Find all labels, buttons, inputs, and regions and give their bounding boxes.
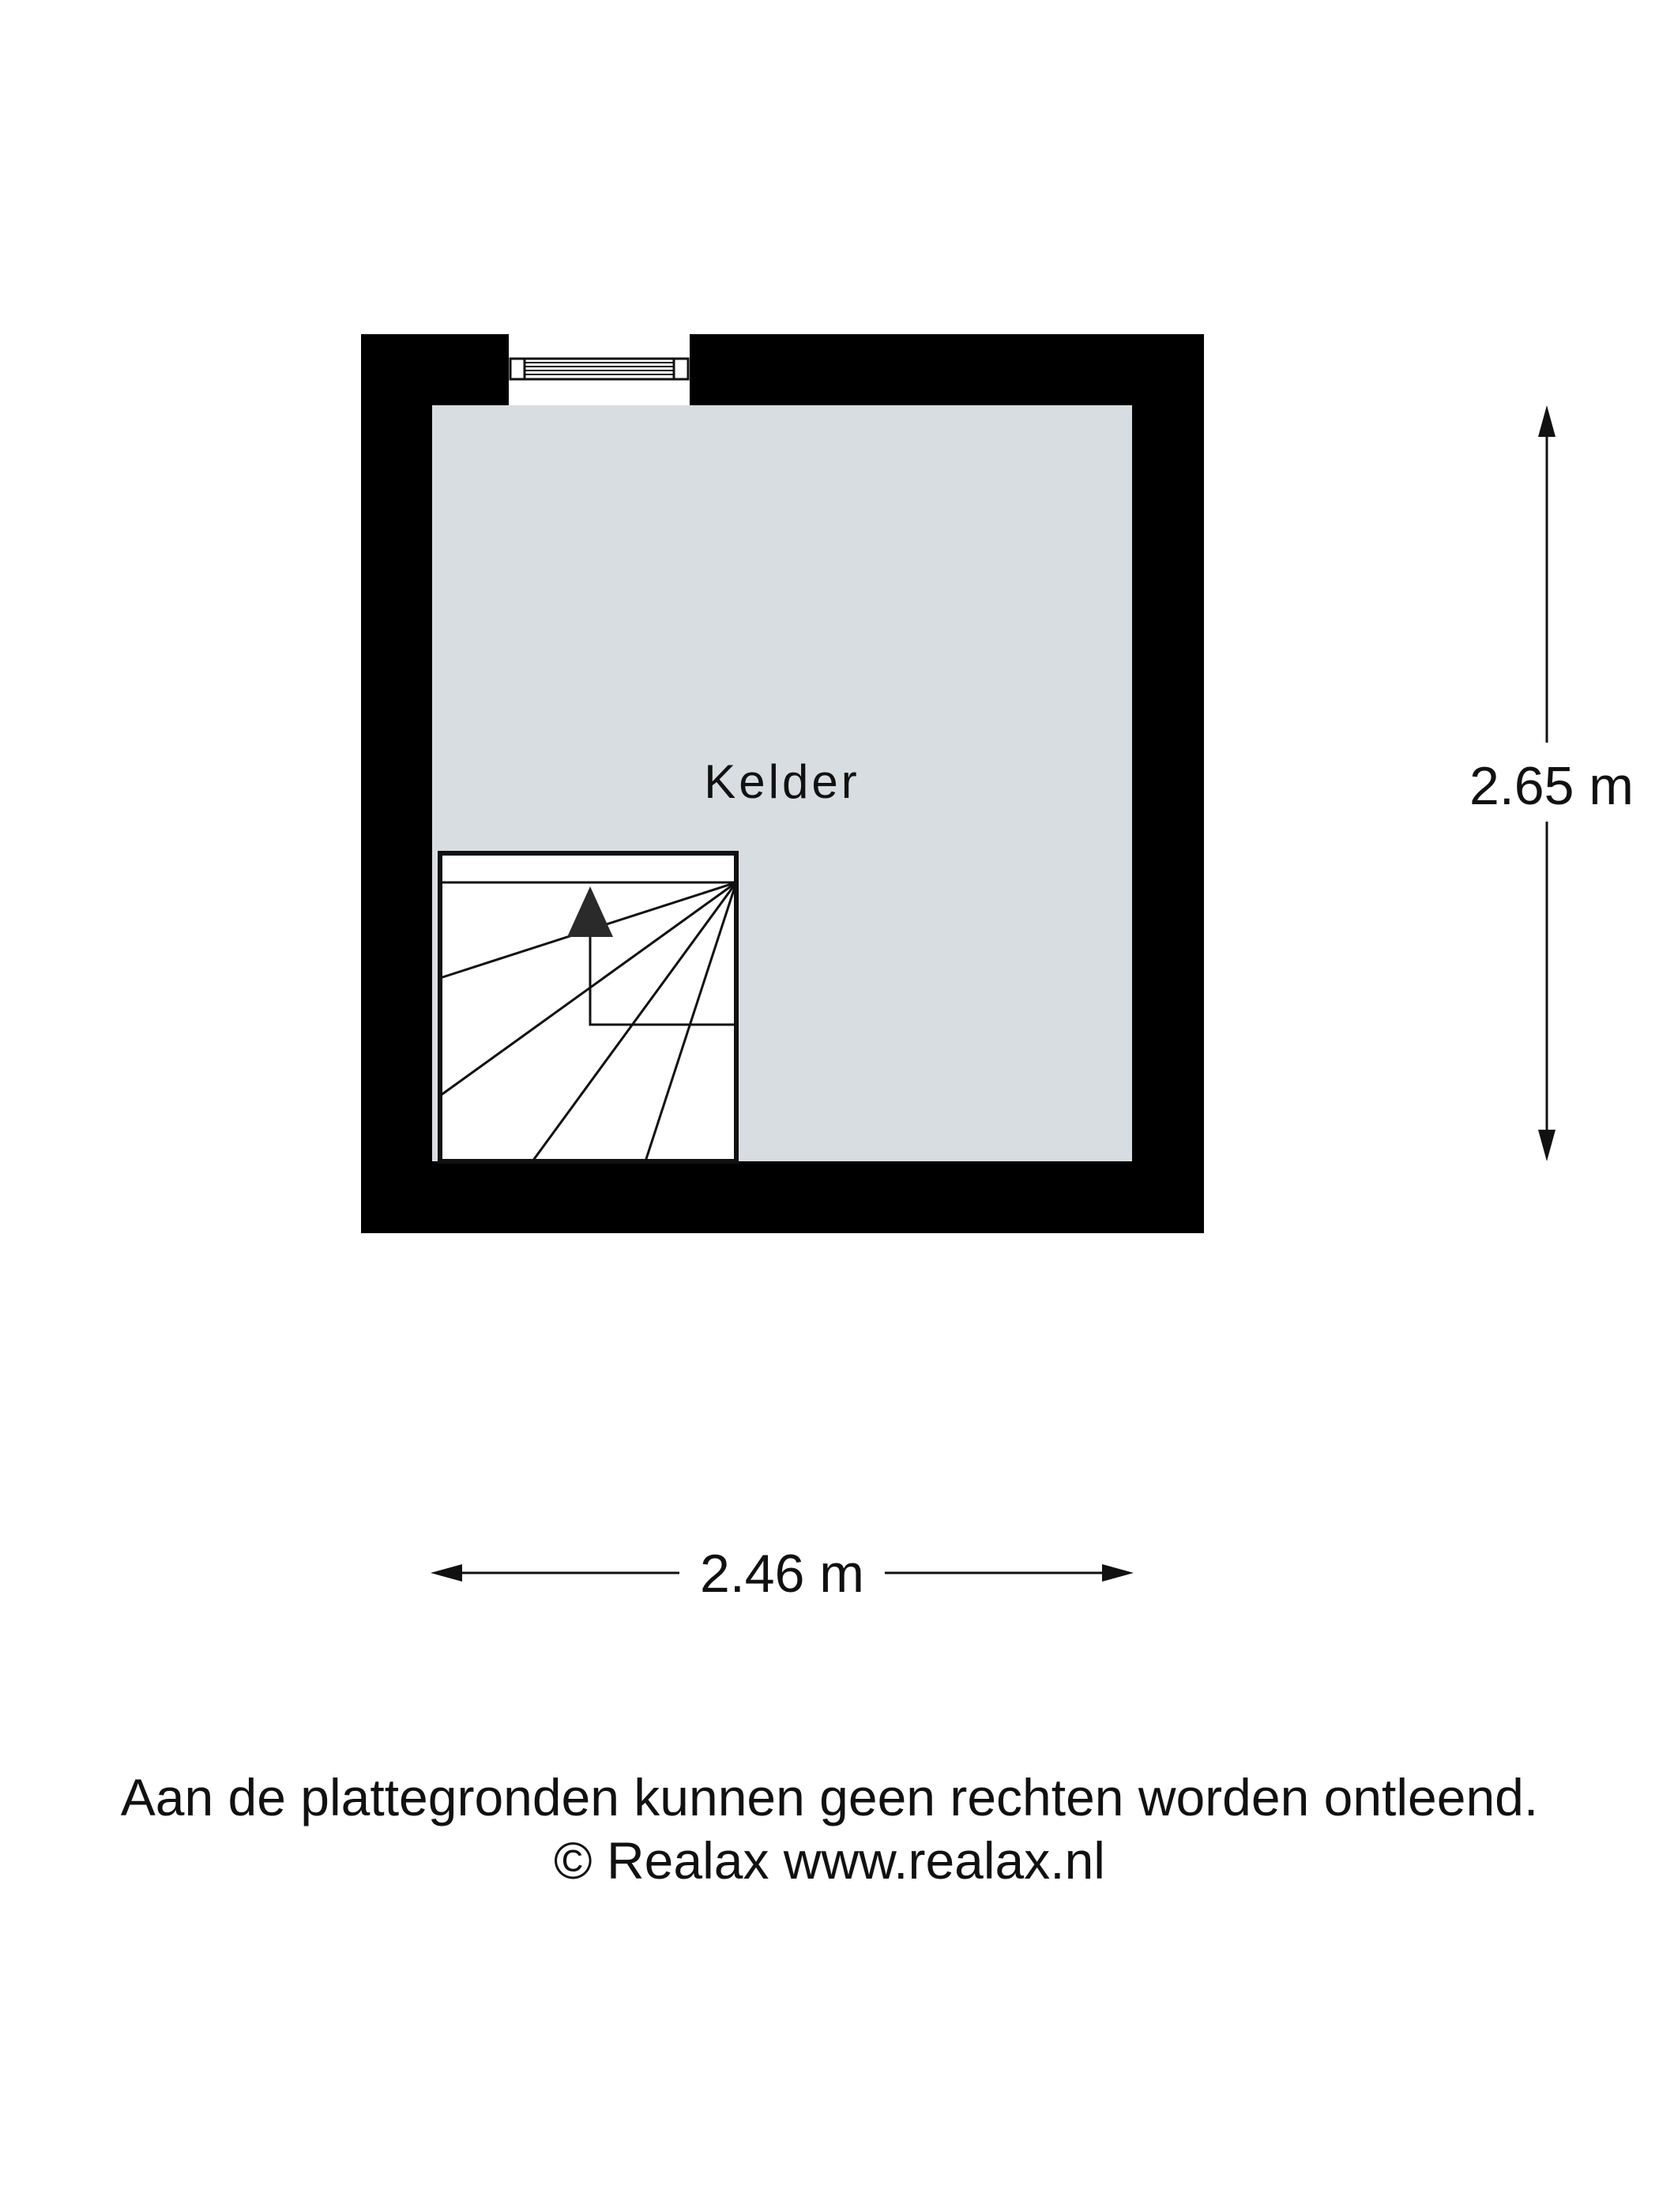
height-label: 2.65 m	[1469, 756, 1634, 816]
wall-top-left	[361, 334, 509, 405]
window	[509, 334, 690, 405]
dimension-height	[1469, 405, 1634, 1161]
copyright-text: © Realax www.realax.nl	[554, 1831, 1105, 1890]
wall-right	[1132, 334, 1204, 1233]
disclaimer-text: Aan de plattegronden kunnen geen rechten worden ontleend.	[120, 1768, 1539, 1826]
arrow-left-icon	[431, 1564, 462, 1582]
room-label: Kelder	[704, 755, 860, 808]
wall-top-right	[690, 334, 1204, 405]
arrow-up-icon	[1538, 405, 1556, 437]
width-label: 2.46 m	[700, 1544, 864, 1604]
staircase	[440, 853, 736, 1161]
wall-bottom	[361, 1161, 1204, 1233]
dimension-width	[431, 1544, 1134, 1604]
wall-left	[361, 334, 432, 1233]
arrow-right-icon	[1102, 1564, 1134, 1582]
arrow-down-icon	[1538, 1130, 1556, 1161]
